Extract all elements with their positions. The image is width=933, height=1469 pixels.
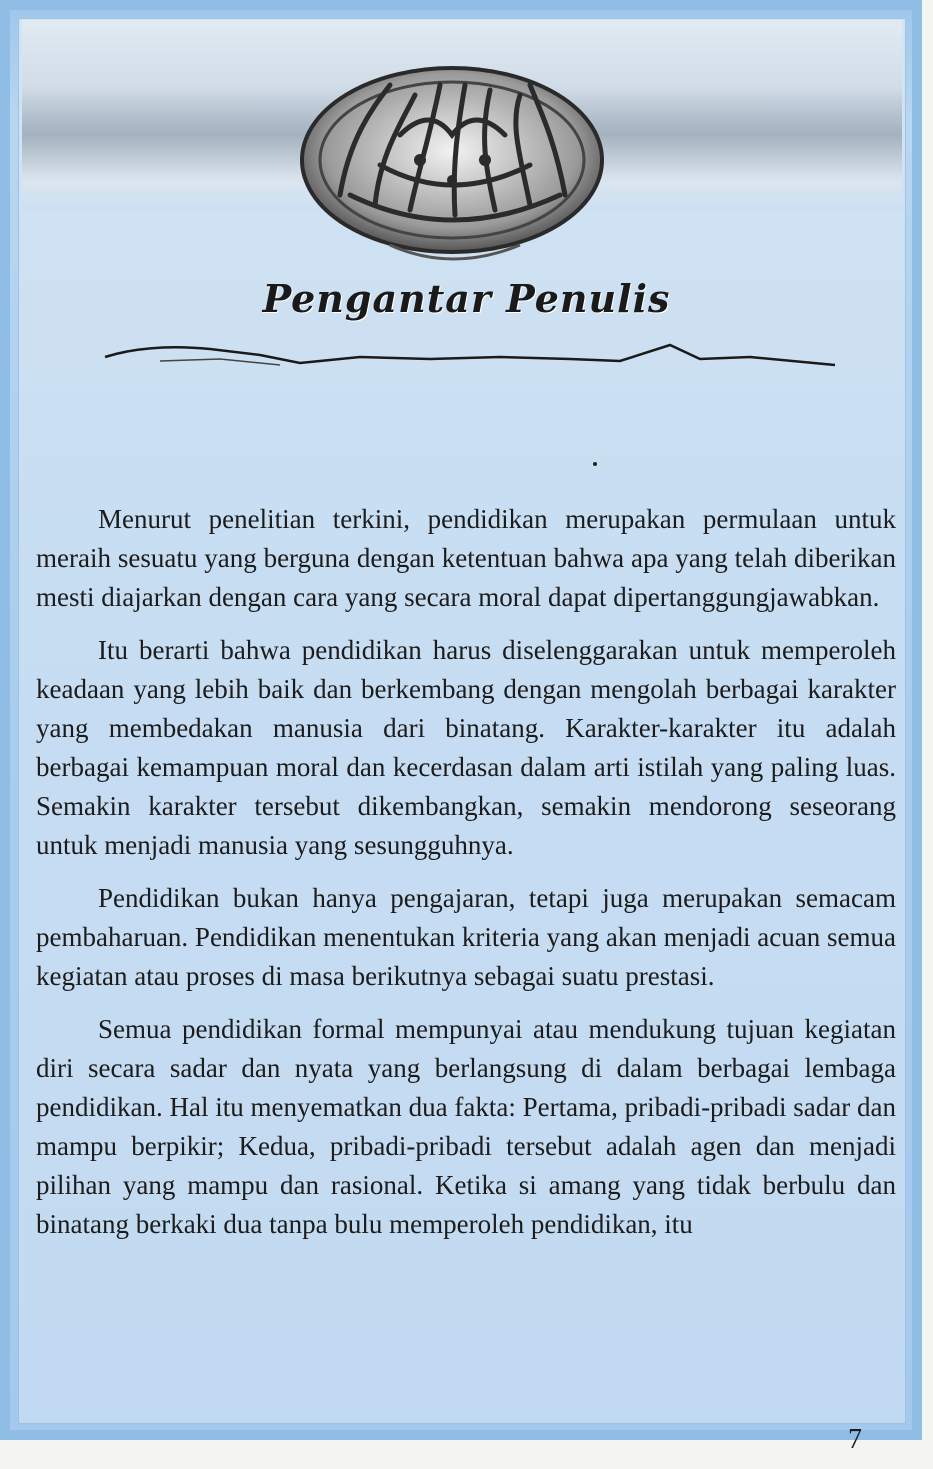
paragraph-3: Pendidikan bukan hanya pengajaran, tetapi juga merupakan semacam pembaharuan. Pendidikan menentukan kriteria yang akan menjadi acuan semua kegiatan atau proses di masa berikutnya sebagai suatu prestasi. bbox=[36, 883, 896, 991]
calligraphy-emblem-icon bbox=[280, 45, 630, 275]
paragraph-4: Semua pendidikan formal mempunyai atau mendukung tujuan kegiatan diri secara sadar dan nyata yang berlangsung di dalam berbagai lembaga pendidikan. Hal itu menyematkan dua fakta: Pertama, pribadi-pribadi sadar dan mampu berpikir; Kedua, pribadi-pribadi tersebut adalah agen dan menjadi pilihan yang mampu dan rasional. Ketika si amang yang tidak berbulu dan binatang berkaki dua tanpa bulu memperoleh pendidikan, itu bbox=[36, 1014, 896, 1239]
page-title: Pengantar Penulis bbox=[262, 276, 671, 321]
body-text bbox=[36, 500, 896, 1258]
paragraph-1: Menurut penelitian terkini, pendidikan merupakan permulaan untuk meraih sesuatu yang berguna dengan ketentuan bahwa apa yang telah diberikan mesti diajarkan dengan cara yang secara moral dapat dipertanggungjawabkan. bbox=[36, 504, 896, 612]
decorative-dot bbox=[593, 462, 597, 466]
page-number: 7 bbox=[848, 1424, 862, 1455]
paragraph-2: Itu berarti bahwa pendidikan harus diselenggarakan untuk memperoleh keadaan yang lebih baik dan berkembang dengan mengolah berbagai karakter yang membedakan manusia dari binatang. Karakter-karakter itu adalah berbagai kemampuan moral dan kecerdasan dalam arti istilah yang paling luas. Semakin karakter tersebut dikembangkan, semakin mendorong seseorang untuk menjadi manusia yang sesungguhnya. bbox=[36, 635, 896, 860]
decorative-divider bbox=[100, 335, 840, 375]
